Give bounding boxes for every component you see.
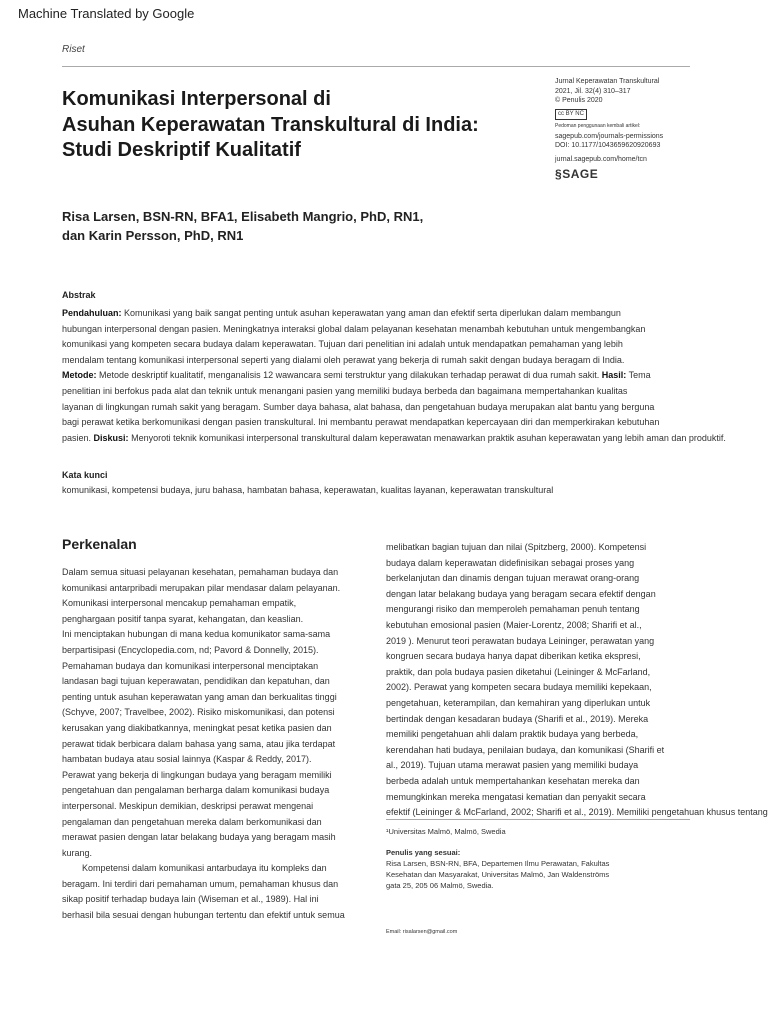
body-line: pengetahuan dan pengalaman berharga dalam komunikasi budaya: [62, 785, 330, 796]
journal-copyright: © Penulis 2020: [555, 97, 603, 104]
journal-name: Jurnal Keperawatan Transkultural: [555, 78, 660, 85]
body-line: efektif (Leininger & McFarland, 2002; Sharifi et al., 2019). Memiliki pengetahuan khusus tentang: [386, 807, 768, 818]
body-line: Dalam semua situasi pelayanan kesehatan, pemahaman budaya dan: [62, 567, 339, 577]
body-line: beragam. Ini terdiri dari pemahaman umum, pemahaman khusus dan: [62, 878, 339, 889]
body-line: melibatkan bagian tujuan dan nilai (Spitzberg, 2000). Kompetensi: [386, 542, 647, 552]
correspondence-line: Kesehatan dan Masyarakat, Universitas Malmö, Jan Waldenströms: [386, 870, 610, 879]
body-line: kurang.: [62, 847, 93, 858]
body-column-right: [386, 540, 768, 821]
body-line: interpersonal. Meskipun demikian, deskripsi perawat mengenai: [62, 800, 314, 811]
keywords: komunikasi, kompetensi budaya, juru bahasa, hambatan bahasa, keperawatan, kualitas layanan, keperawatan transkultural: [62, 485, 554, 495]
body-line: penting untuk asuhan keperawatan yang aman dan berkualitas tinggi: [62, 691, 337, 702]
body-line: Komunikasi interpersonal mencakup pemahaman empatik,: [62, 598, 297, 609]
body-line: merawat pasien dengan latar belakang budaya yang beragam masih: [62, 832, 336, 843]
authors-line-2: dan Karin Persson, PhD, RN1: [62, 228, 244, 243]
machine-translated-banner: Machine Translated by Google: [18, 6, 195, 21]
sage-logo: [555, 167, 755, 181]
correspondence-line: Risa Larsen, BSN-RN, BFA, Departemen Ilmu Perawatan, Fakultas: [386, 859, 610, 868]
body-column-left: [62, 565, 345, 924]
abstract-line: pasien.: [62, 432, 92, 443]
label-hasil: Hasil:: [601, 370, 627, 381]
body-line: budaya dalam keperawatan didefinisikan sebagai proses yang: [386, 557, 635, 568]
body-line: sikap positif terhadap budaya lain (Wiseman et al., 1989). Hal ini: [62, 894, 319, 905]
body-line: mengurangi risiko dan memperoleh pemahaman penuh tentang: [386, 604, 640, 615]
body-line: memungkinkan mereka mengatasi kematian dan penyakit secara: [386, 791, 646, 802]
body-line: kerusakan yang diakibatkannya, meningkat pesat ketika pasien dan: [62, 722, 332, 733]
body-line: kongruen secara budaya hanya dapat diberikan ketika ekspresi,: [386, 651, 641, 662]
label-metode: Metode:: [62, 370, 97, 381]
journal-url[interactable]: jurnal.sagepub.com/home/tcn: [555, 155, 647, 163]
body-line: bertindak dengan kesadaran budaya (Sharifi et al., 2019). Mereka: [386, 713, 649, 724]
abstract-line: mendalam tentang komunikasi interpersonal seperti yang dialami oleh perawat yang bekerja di rumah sakit dengan budaya beragam di India.: [62, 354, 625, 365]
abstract-line: layanan di lingkungan rumah sakit yang beragam. Sumber daya bahasa, alat bahasa, dan pengetahuan budaya merupakan alat bantu yang berguna: [62, 401, 655, 412]
body-line: berbeda adalah untuk mempertahankan kesehatan mereka dan: [386, 775, 640, 786]
correspondence-address: [386, 858, 609, 891]
title-line-1: Komunikasi Interpersonal di: [62, 88, 331, 110]
abstract-line: Komunikasi yang baik sangat penting untuk asuhan keperawatan yang aman dan efektif serta diperlukan dalam membangun: [124, 308, 621, 318]
body-line: perawat tidak berbicara dalam bahasa yang sama, atau jika terdapat: [62, 738, 336, 749]
section-tag: Riset: [62, 44, 85, 55]
authors: [62, 207, 423, 245]
publisher-name: SAGE: [562, 167, 599, 181]
permissions-link[interactable]: sagepub.com/journals-permissions: [555, 132, 664, 140]
top-rule: [62, 66, 690, 67]
intro-heading: Perkenalan: [62, 536, 137, 552]
body-line: kerendahan hati budaya, penilaian budaya, dan komunikasi (Sharifi et: [386, 744, 665, 755]
body-line: Pemahaman budaya dan komunikasi interpersonal menciptakan: [62, 660, 319, 671]
footnote-rule: [386, 819, 690, 820]
body-line: penghargaan positif tanpa syarat, kehangatan, dan keaslian.: [62, 613, 304, 624]
body-line: Kompetensi dalam komunikasi antarbudaya itu kompleks dan: [62, 863, 327, 874]
label-diskusi: Diskusi:: [93, 432, 129, 443]
abstract-line: Metode deskriptif kualitatif, menganalisis 12 wawancara semi terstruktur yang dilakukan terhadap perawat di dua rumah sakit.: [99, 370, 600, 381]
body-line: Perawat yang bekerja di lingkungan budaya yang beragam memiliki: [62, 769, 332, 780]
body-line: hambatan budaya atau sosial lainnya (Kaspar & Reddy, 2017).: [62, 754, 312, 765]
cc-license-icon: cc BY NC: [555, 109, 587, 121]
abstract-line: hubungan interpersonal dengan pasien. Meningkatnya interaksi global dalam pelayanan kesehatan menambah kebutuhan untuk mengembangkan: [62, 323, 646, 334]
body-line: 2019 ). Menurut teori perawatan budaya Leininger, perawatan yang: [386, 635, 655, 646]
body-line: pengalaman dan pengetahuan mereka dalam berkomunikasi dan: [62, 816, 322, 827]
journal-info: [555, 77, 755, 180]
keywords-heading: Kata kunci: [62, 470, 108, 480]
journal-volume: 2021, Jil. 32(4) 310–317: [555, 87, 631, 95]
doi[interactable]: DOI: 10.1177/1043659620920693: [555, 142, 661, 149]
body-line: memiliki pengetahuan ahli dalam praktik budaya yang berbeda,: [386, 729, 639, 740]
body-line: praktik, dan pola budaya pasien diketahui (Leininger & McFarland,: [386, 666, 651, 677]
body-line: kebutuhan emosional pasien (Maier-Lorentz, 2008; Sharifi et al.,: [386, 619, 642, 630]
abstract-line: Menyoroti teknik komunikasi interpersonal transkultural dalam keperawatan menawarkan praktik asuhan keperawatan yang lebih aman dan produktif.: [131, 432, 726, 443]
body-line: 2002). Perawat yang kompeten secara budaya memiliki kepekaan,: [386, 682, 652, 693]
body-line: Ini menciptakan hubungan di mana kedua komunikator sama-sama: [62, 629, 331, 640]
body-line: landasan bagi tujuan keperawatan, pendidikan dan kepatuhan, dan: [62, 676, 330, 687]
correspondence-heading: Penulis yang sesuai:: [386, 848, 461, 857]
body-line: al., 2019). Tujuan utama merawat pasien yang memiliki budaya: [386, 760, 639, 771]
body-line: berpartisipasi (Encyclopedia.com, nd; Pavord & Donnelly, 2015).: [62, 644, 319, 655]
sage-icon: §: [555, 167, 563, 181]
body-line: berkelanjutan dan dinamis dengan tujuan merawat orang-orang: [386, 573, 640, 584]
body-line: pengetahuan, keterampilan, dan kemahiran yang diperlukan untuk: [386, 697, 651, 708]
abstract-line: bagi perawat ketika berkomunikasi dengan pasien transkultural. Ini membantu perawat mendapatkan kepercayaan diri dan memperkirakan kebutuhan: [62, 417, 660, 428]
body-line: berhasil bila sesuai dengan hubungan tertentu dan efektif untuk semua: [62, 910, 345, 921]
correspondence-line: gata 25, 205 06 Malmö, Swedia.: [386, 881, 494, 890]
body-line: komunikasi antarpribadi merupakan pilar mendasar dalam pelayanan.: [62, 582, 341, 593]
reuse-guidelines: Pedoman penggunaan kembali artikel:: [555, 123, 641, 129]
label-pendahuluan: Pendahuluan:: [62, 308, 122, 318]
affiliation-footnote: ¹Universitas Malmö, Malmö, Swedia: [386, 827, 506, 836]
title-line-3: Studi Deskriptif Kualitatif: [62, 139, 301, 161]
body-line: dengan latar belakang budaya yang beragam secara efektif dengan: [386, 588, 656, 599]
authors-line-1: Risa Larsen, BSN-RN, BFA1, Elisabeth Mangrio, PhD, RN1,: [62, 209, 424, 224]
abstract-line: komunikasi yang kompeten secara budaya dalam keperawatan. Tujuan dari penelitian ini adalah untuk mendapatkan pemahaman yang lebih: [62, 339, 623, 350]
abstract-body: [62, 306, 768, 446]
abstract-heading: Abstrak: [62, 290, 96, 300]
body-line: (Schyve, 2007; Travelbee, 2002). Risiko miskomunikasi, dan potensi: [62, 707, 335, 718]
title-line-2: Asuhan Keperawatan Transkultural di India:: [62, 114, 479, 136]
abstract-line: Tema: [628, 370, 651, 381]
email-link[interactable]: Email: risalarsen@gmail.com: [386, 929, 458, 935]
abstract-line: penelitian ini berfokus pada alat dan teknik untuk menangani pasien yang memiliki budaya berbeda dan bagaimana mempertahankan kualitas: [62, 385, 628, 396]
